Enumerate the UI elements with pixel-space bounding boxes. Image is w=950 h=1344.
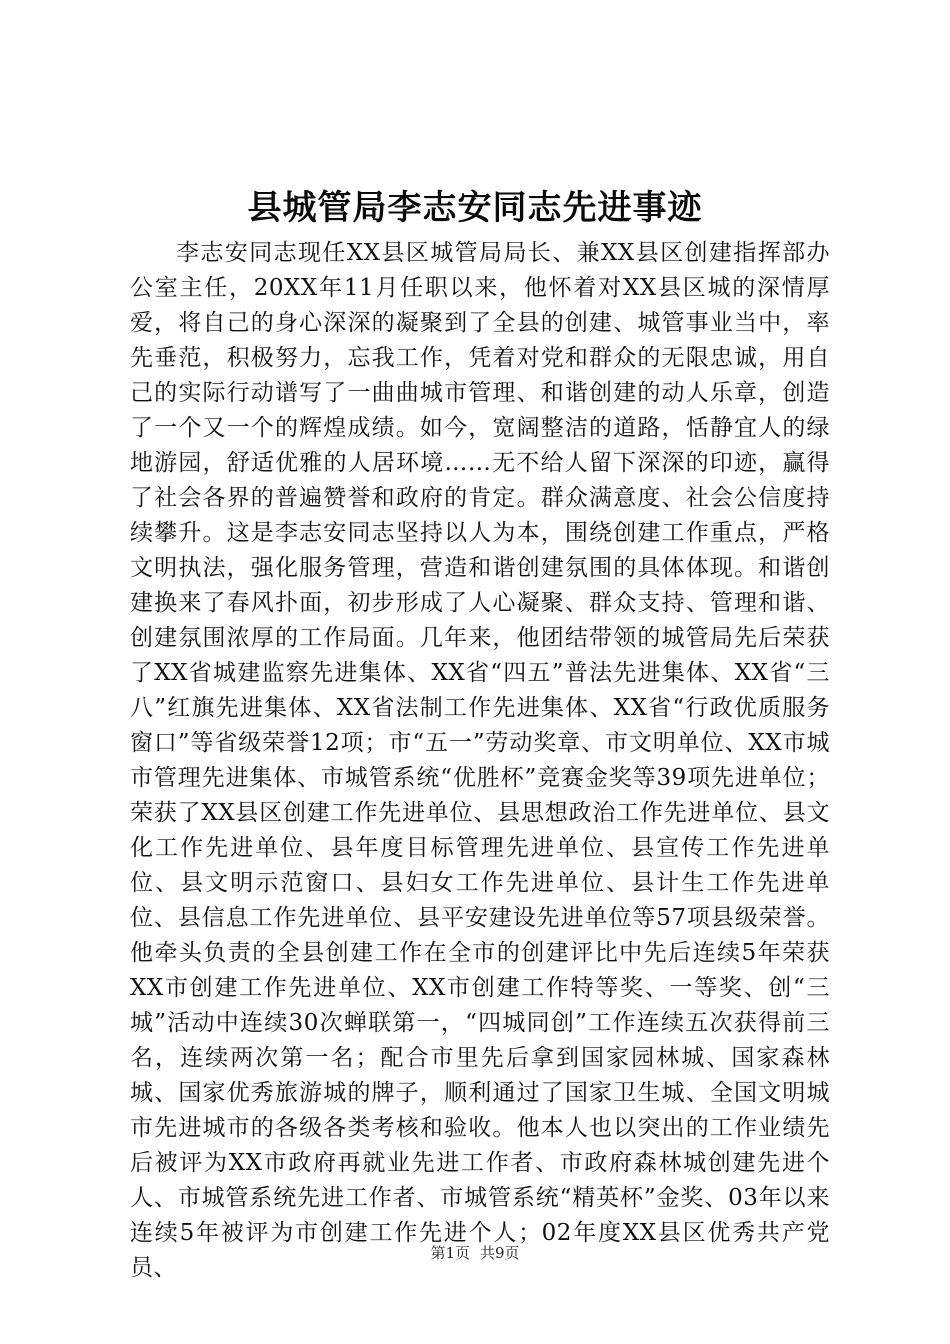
page-footer: [0, 1243, 950, 1263]
document-title: 县城管局李志安同志先进事迹: [247, 188, 703, 228]
page-number-total: 共9页: [480, 1244, 520, 1262]
document-body-paragraph: 李志安同志现任XX县区城管局局长、兼XX县区创建指挥部办公室主任，20XX年11月任职以来，他怀着对XX县区城的深情厚爱，将自己的身心深深的凝聚到了全县的创建、城管事业当中，率先垂范，积极努力，忘我工作，凭着对党和群众的无限忠诚，用自己的实际行动谱写了一曲曲城市管理、和谐创建的动人乐章，创造了一个又一个的辉煌成绩。如今，宽阔整洁的道路，恬静宜人的绿地游园，舒适优雅的人居环境……无不给人留下深深的印迹，赢得了社会各界的普遍赞誉和政府的肯定。群众满意度、社会公信度持续攀升。这是李志安同志坚持以人为本，围绕创建工作重点，严格文明执法，强化服务管理，营造和谐创建氛围的具体体现。和谐创建换来了春风扑面，初步形成了人心凝聚、群众支持、管理和谐、创建氛围浓厚的工作局面。几年来，他团结带领的城管局先后荣获了XX省城建监察先进集体、XX省“四五”普法先进集体、XX省“三八”红旗先进集体、XX省法制工作先进集体、XX省“行政优质服务窗口”等省级荣誉12项；市“五一”劳动奖章、市文明单位、XX市城市管理先进集体、市城管系统“优胜杯”竞赛金奖等39项先进单位；荣获了XX县区创建工作先进单位、县思想政治工作先进单位、县文化工作先进单位、县年度目标管理先进单位、县宣传工作先进单位、县文明示范窗口、县妇女工作先进单位、县计生工作先进单位、县信息工作先进单位、县平安建设先进单位等57项县级荣誉。他牵头负责的全县创建工作在全市的创建评比中先后连续5年荣获XX市创建工作先进单位、XX市创建工作特等奖、一等奖、创“三城”活动中连续30次蝉联第一，“四城同创”工作连续五次获得前三名，连续两次第一名；配合市里先后拿到国家园林城、国家森林城、国家优秀旅游城的牌子，顺利通过了国家卫生城、全国文明城市先进城市的各级各类考核和验收。他本人也以突出的工作业绩先后被评为XX市政府再就业先进工作者、市政府森林城创建先进个人、市城管系统先进工作者、市城管系统“精英杯”金奖、03年以来连续5年被评为市创建工作先进个人；02年度XX县区优秀共产党员、: [130, 240, 830, 1281]
page-number-current: 第1页: [430, 1244, 470, 1262]
